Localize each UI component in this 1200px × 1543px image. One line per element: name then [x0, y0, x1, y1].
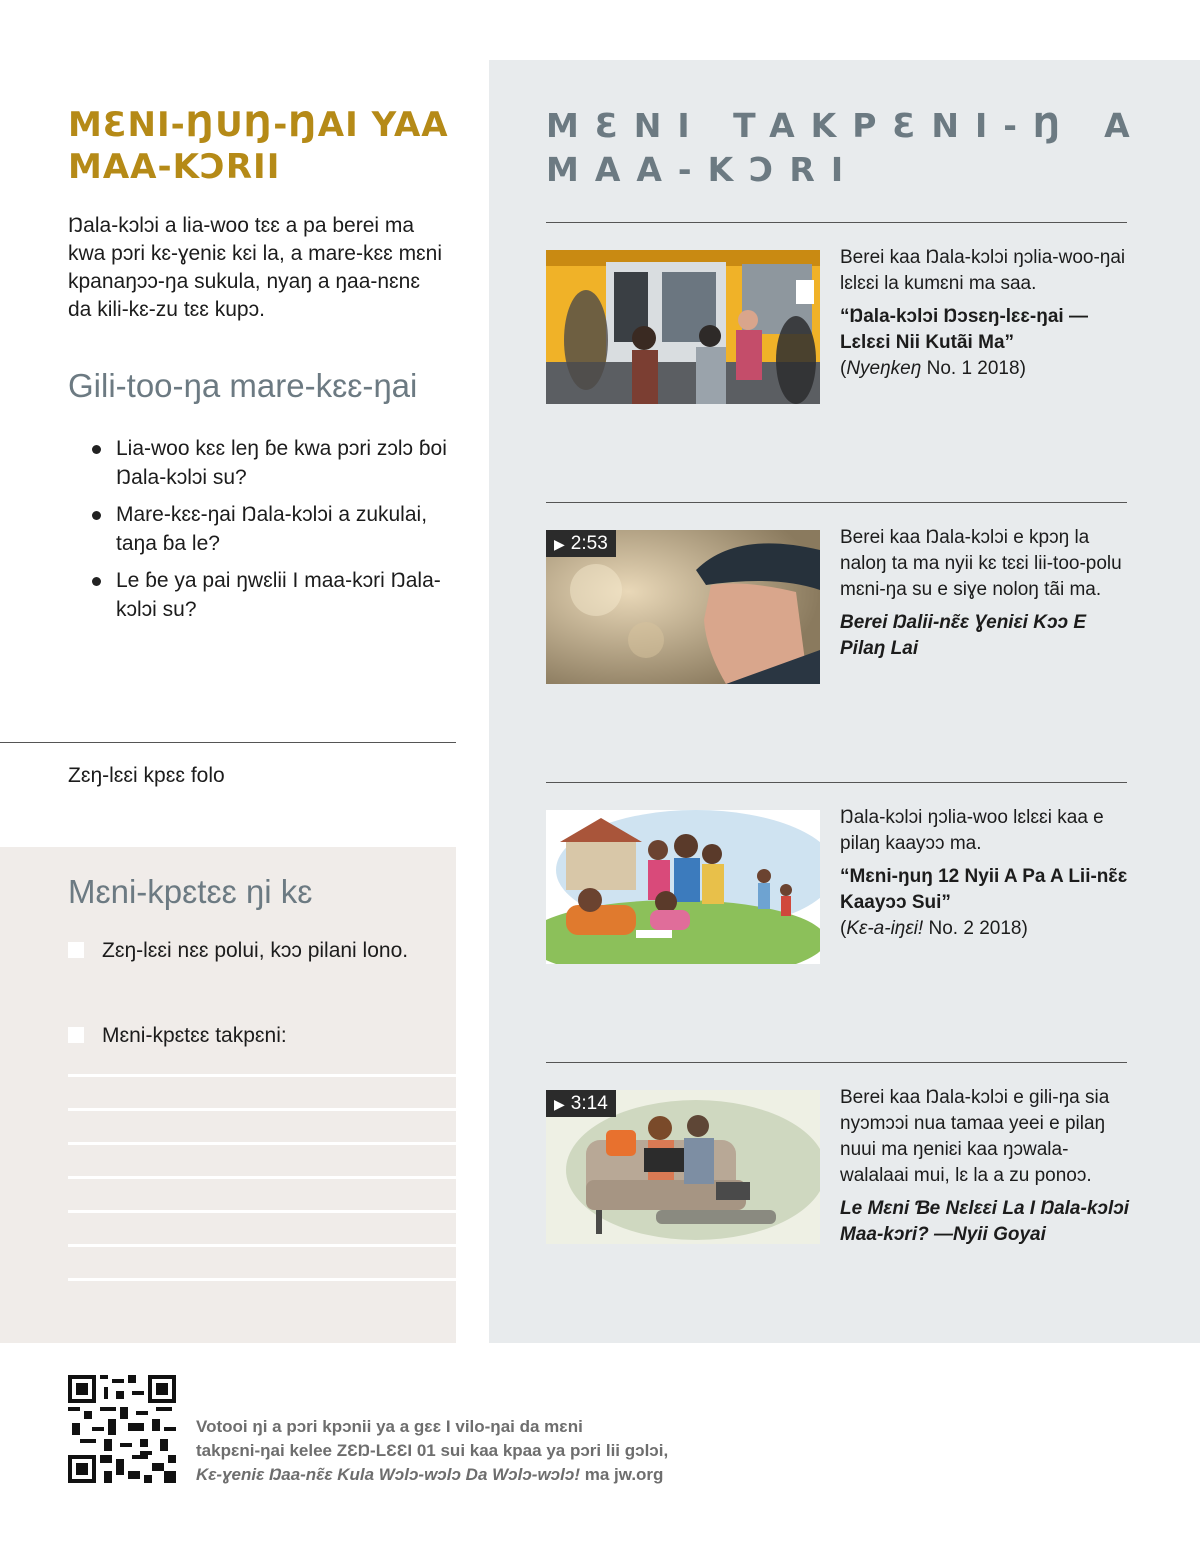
- questions-heading: Gili-too-ŋa mare-kɛɛ-ŋai: [68, 367, 418, 404]
- footer-note: Votooi ŋi a pɔri kpɔnii ya a gɛɛ I vilo-ŋai da mɛni takpɛni-ŋai kelee ZƐŊ-LƐƐI 01 sui kaa kpaa ya pɔri lii gɔlɔi, Kɛ-ɣeniɛ Ŋaa-nɛ̃ɛ Kula Wɔlɔ-wɔlɔ Da Wɔlɔ-wɔlɔ! ma jw.org: [196, 1417, 669, 1484]
- family-thumbnail[interactable]: [546, 810, 820, 964]
- intro-paragraph: Ŋala-kɔlɔi a lia-woo tɛɛ a pa berei ma kwa pɔri kɛ-ɣeniɛ kɛi la, a mare-kɛɛ mɛni kpanaŋɔɔ-ŋa sukula, nyaŋ a ŋaa-nɛnɛ da kili-kɛ-zu tɛɛ kupɔ.: [68, 214, 443, 321]
- play-icon: ▶: [554, 1096, 565, 1112]
- notes-section: [0, 847, 456, 1343]
- writing-line[interactable]: [68, 1074, 456, 1077]
- divider: [546, 1062, 1127, 1063]
- question-item: Lia-woo kɛɛ leŋ ɓe kwa pɔri zɔlɔ ɓoi Ŋala-kɔlɔi su?: [92, 434, 462, 492]
- play-icon: ▶: [554, 536, 565, 552]
- notes-heading: Mɛni-kpɛtɛɛ ŋi kɛ: [68, 873, 313, 910]
- qr-code-icon[interactable]: [68, 1375, 176, 1483]
- video-link[interactable]: Le Mɛni Ɓe Nɛlɛɛi La I Ŋala-kɔlɔi Maa-kɔri? —Nyii Goyai: [840, 1198, 1130, 1245]
- article-source: (Nyeŋkeŋ No. 1 2018): [840, 358, 1026, 379]
- writing-line[interactable]: [68, 1210, 456, 1213]
- divider: [546, 222, 1127, 223]
- questions-list: [92, 434, 462, 632]
- note-checkbox-item[interactable]: Mɛni-kpɛtɛɛ takpɛni:: [68, 1022, 438, 1050]
- divider: [546, 502, 1127, 503]
- extra-verse-label: Zɛŋ-lɛɛi kpɛɛ folo: [68, 764, 225, 787]
- footer-title-link[interactable]: Kɛ-ɣeniɛ Ŋaa-nɛ̃ɛ Kula Wɔlɔ-wɔlɔ Da Wɔlɔ-wɔlɔ!: [196, 1465, 580, 1484]
- page-title: ΜƐΝΙ-ŊUŊ-ŊAI YAA MAA-KƆRII: [68, 105, 449, 187]
- video-thumbnail[interactable]: [546, 530, 820, 684]
- writing-line[interactable]: [68, 1108, 456, 1111]
- writing-line[interactable]: [68, 1278, 456, 1281]
- question-item: Le ɓe ya pai ŋwɛlii I maa-kɔri Ŋala-kɔlɔi su?: [92, 566, 462, 624]
- article-link[interactable]: “Mɛni-ŋuŋ 12 Nyii A Pa A Lii-nɛ̃ɛ Kaayɔɔ Sui”: [840, 866, 1128, 913]
- checkbox-icon[interactable]: [68, 942, 84, 958]
- bullet-icon: [92, 577, 101, 586]
- resource-description: Berei kaa Ŋala-kɔlɔi e gili-ŋa sia nyɔmɔɔi nua tamaa yeei e pilaŋ nuui ma ŋeniɛi kaa ŋɔwala-walalaai mui, lɛ la a zu ponoɔ. Le Mɛni Ɓe Nɛlɛɛi La I Ŋala-kɔlɔi Maa-kɔri? —Nyii Goyai: [840, 1085, 1130, 1248]
- article-link[interactable]: “Ŋala-kɔlɔi Ŋɔsɛŋ-lɛɛ-ŋai —Lɛlɛɛi Nii Kutãi Ma”: [840, 306, 1088, 353]
- video-duration-badge: ▶ 3:14: [546, 1090, 616, 1117]
- writing-line[interactable]: [68, 1142, 456, 1145]
- question-item: Mare-kɛɛ-ŋai Ŋala-kɔlɔi a zukulai, taŋa ɓa le?: [92, 500, 462, 558]
- train-station-photo: [546, 250, 820, 404]
- resources-title: ΜƐΝΙ TAKPƐΝΙ-Ŋ A MAA-KƆRI: [546, 106, 1146, 189]
- family-outdoors-illustration: [546, 810, 820, 964]
- train-station-thumbnail[interactable]: [546, 250, 820, 404]
- divider: [546, 782, 1127, 783]
- checkbox-icon[interactable]: [68, 1027, 84, 1043]
- resource-description: Ŋala-kɔlɔi ŋɔlia-woo lɛlɛɛi kaa e pilaŋ kaayɔɔ ma. “Mɛni-ŋuŋ 12 Nyii A Pa A Lii-nɛ̃ɛ Kaayɔɔ Sui” (Kɛ-a-iŋɛi! No. 2 2018): [840, 805, 1130, 942]
- note-checkbox-item[interactable]: Zɛŋ-lɛɛi nɛɛ polui, kɔɔ pilani lono.: [68, 937, 438, 965]
- writing-line[interactable]: [68, 1244, 456, 1247]
- video-duration-badge: ▶ 2:53: [546, 530, 616, 557]
- divider: [0, 742, 456, 743]
- video-link[interactable]: Berei Ŋalii-nɛ̃ɛ Ɣeniɛi Kɔɔ E Pilaŋ Lai: [840, 612, 1087, 659]
- writing-line[interactable]: [68, 1176, 456, 1179]
- resource-description: Berei kaa Ŋala-kɔlɔi ŋɔlia-woo-ŋai lɛlɛɛi la kumɛni ma saa. “Ŋala-kɔlɔi Ŋɔsɛŋ-lɛɛ-ŋai —Lɛlɛɛi Nii Kutãi Ma” (Nyeŋkeŋ No. 1 2018): [840, 245, 1130, 382]
- video-thumbnail[interactable]: [546, 1090, 820, 1244]
- bullet-icon: [92, 511, 101, 520]
- article-source: (Kɛ-a-iŋɛi! No. 2 2018): [840, 918, 1028, 939]
- bullet-icon: [92, 445, 101, 454]
- resource-description: Berei kaa Ŋala-kɔlɔi e kpɔŋ la naloŋ ta ma nyii kɛ tɛɛi lii-too-polu mɛni-ŋa su e siɣe noloŋ tãi ma. Berei Ŋalii-nɛ̃ɛ Ɣeniɛi Kɔɔ E Pilaŋ Lai: [840, 525, 1130, 662]
